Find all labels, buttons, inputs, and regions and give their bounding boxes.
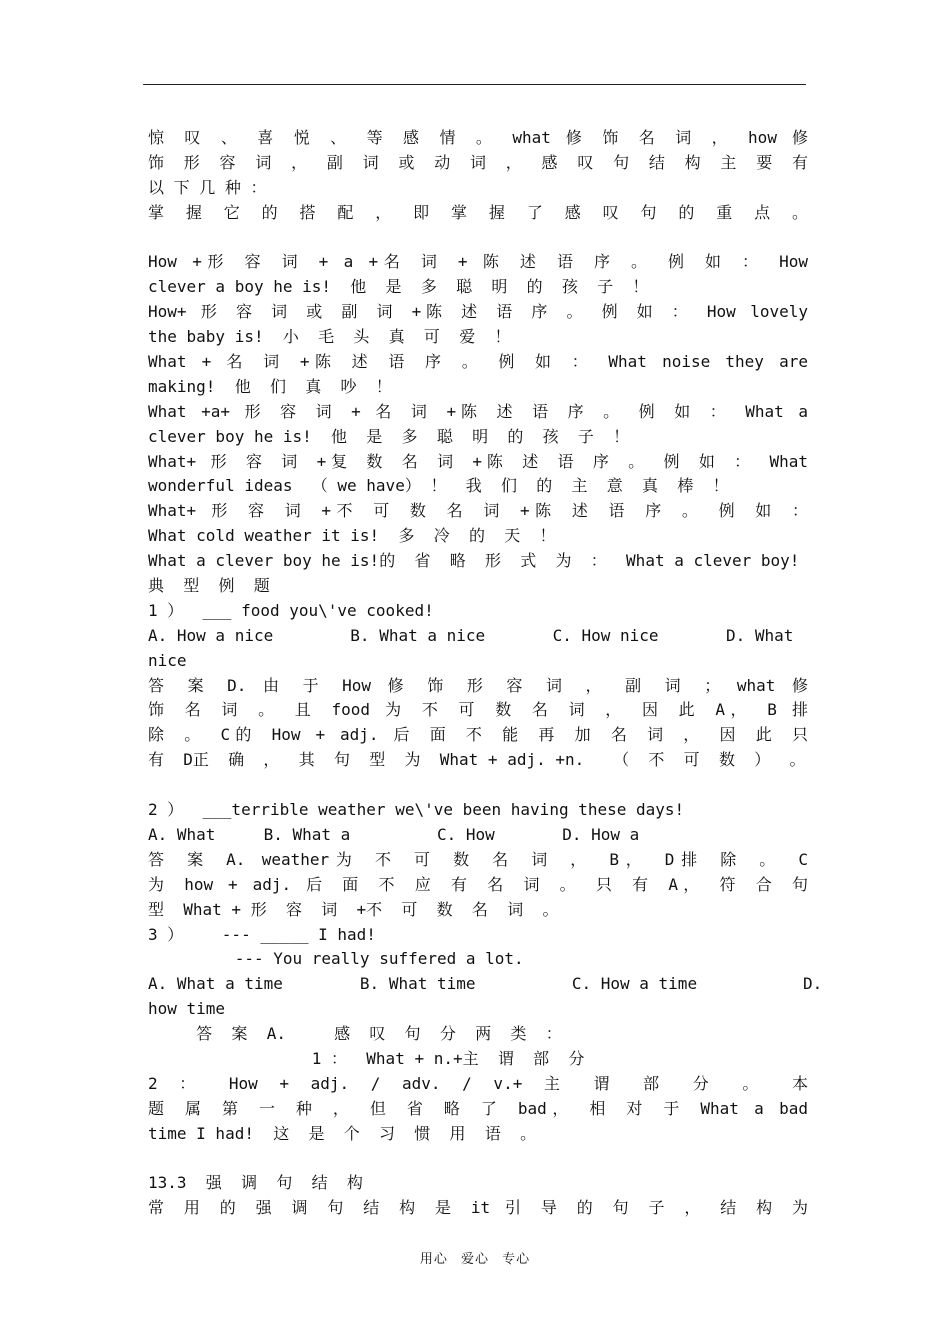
text-line: 答 案 D. 由 于 How 修 饰 形 容 词 ， 副 词 ； what 修 [148,675,808,695]
text-line: What + 名 词 +陈 述 语 序 。 例 如 ： What noise they are [148,352,808,372]
text-line: 掌 握 它 的 搭 配 ， 即 掌 握 了 感 叹 句 的 重 点 。 [148,202,808,222]
text-line: 为 how + adj. 后 面 不 应 有 名 词 。 只 有 A， 符 合 句 [148,874,808,894]
text-line: nice [148,650,187,670]
text-line [148,773,808,798]
text-line: 答 案 A. 感 叹 句 分 两 类 ： [148,1024,562,1044]
document-body [148,126,823,1221]
text-line: clever boy he is! 他 是 多 聪 明 的 孩 子 ！ [148,426,630,446]
text-line: the baby is! 小 毛 头 真 可 爱 ！ [148,327,511,347]
text-line: 惊 叹 、 喜 悦 、 等 感 情 。 what 修 饰 名 词 ， how 修 [148,128,808,147]
text-line: --- You really suffered a lot. [148,949,524,969]
text-line: how time [148,999,226,1019]
text-line: 常 用 的 强 调 句 结 构 是 it 引 导 的 句 子 ， 结 构 为 [148,1198,808,1218]
text-line: 饰 名 词 。 且 food 为 不 可 数 名 词 ， 因 此 A， B 排 [148,700,808,720]
text-line: 1 ： What + n.+主 谓 部 分 [148,1048,585,1068]
text-line [148,1147,808,1172]
text-line: 题 属 第 一 种 ， 但 省 略 了 bad， 相 对 于 What a bad [148,1098,808,1118]
text-line: What cold weather it is! 多 冷 的 天 ！ [148,526,556,546]
text-line: 13.3 强 调 句 结 构 [148,1173,363,1193]
text-line: making! 他 们 真 吵 ！ [148,376,392,396]
text-line: 2 ： How + adj. / adv. / v.+ 主 谓 部 分 。 本 [148,1073,808,1093]
header-rule [143,84,806,85]
text-line: 型 What + 形 容 词 +不 可 数 名 词 。 [148,899,559,919]
text-line: 饰 形 容 词 ， 副 词 或 动 词 ， 感 叹 句 结 构 主 要 有 [148,152,808,172]
text-line: clever a boy he is! 他 是 多 聪 明 的 孩 子 ！ [148,277,649,297]
text-line: A. How a nice B. What a nice C. How nice D. What [148,625,794,645]
text-line: wonderful ideas （ we have） ！ 我 们 的 主 意 真 棒 ！ [148,476,729,496]
text-line: 有 D正 确 ， 其 句 型 为 What + adj. +n. （ 不 可 数 ） 。 [148,750,806,770]
text-line [148,226,808,251]
text-line: 除 。 C的 How + adj. 后 面 不 能 再 加 名 词 ， 因 此 只 [148,725,808,745]
text-line: 答 案 A. weather为 不 可 数 名 词 ， B， D排 除 。 C [148,849,808,869]
text-line: What +a+ 形 容 词 + 名 词 +陈 述 语 序 。 例 如 ： What a [148,401,808,421]
text-line: A. What a time B. What time C. How a time D. [148,974,823,994]
text-line: 典 型 例 题 [148,576,270,596]
text-line: time I had! 这 是 个 习 惯 用 语 。 [148,1123,537,1143]
text-line: What+ 形 容 词 +不 可 数 名 词 +陈 述 语 序 。 例 如 ： [148,501,808,521]
page-footer: 用心 爱心 专心 [419,1252,531,1267]
text-line: How+ 形 容 词 或 副 词 +陈 述 语 序 。 例 如 ： How lovely [148,302,808,322]
text-line: How +形 容 词 + a +名 词 + 陈 述 语 序 。 例 如 ： How [148,252,808,272]
text-line: A. What B. What a C. How D. How a [148,824,640,844]
text-line: 以 下 几 种 ： [148,177,267,197]
text-line: 2 ） ___terrible weather we\'ve been having these days! [148,800,685,820]
text-line: 3 ） --- _____ I had! [148,924,376,944]
text-line: What a clever boy he is!的 省 略 形 式 为 ： What a clever boy! [148,551,800,571]
text-line: What+ 形 容 词 +复 数 名 词 +陈 述 语 序 。 例 如 ： What [148,451,808,471]
text-line: 1 ） ___ food you\'ve cooked! [148,600,434,620]
